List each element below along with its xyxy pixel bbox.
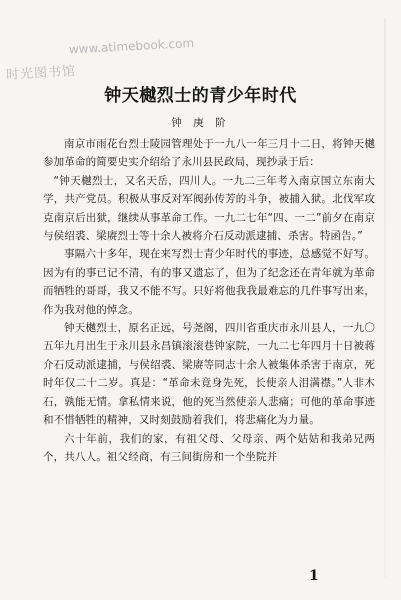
article-title: 钟天樾烈士的青少年时代 (104, 86, 297, 106)
paragraph: 六十年前，我们的家，有祖父母、父母亲、两个姑姑和我弟兄两个，共八人。祖父经商，有三间街房和一个坐院并 (43, 432, 375, 463)
paragraph: 钟天樾烈士，原名正远，号尧阁，四川省重庆市永川县人，一九〇五年九月出生于永川县永昌镇滚滚巷钟家院，一九二七年四月十日被蒋介石反动派逮捕，与侯绍裘、梁赓等同志十余人被集体杀害于南京，死时年仅二十二岁。真是：“革命未竟身先死，长使亲人泪满襟。”人非木石，孰能无情。拿私情来说，他的死当然使亲人悲痛；可他的革命事迹和不惜牺牲的精神，又时刻鼓励着我们，将悲痛化为力量。 (43, 322, 375, 427)
paragraph: 南京市雨花台烈士陵园管理处于一九八一年三月十二日，将钟天樾参加革命的简要史实介绍给了永川县民政局，现抄录于后： (43, 138, 375, 169)
watermark-text: 时光图书馆 (5, 64, 77, 83)
article-body (43, 135, 375, 466)
paragraph: 事隔六十多年，现在来写烈士青少年时代的事迹，总感觉不好写。因为有的事已记不清，有的事又遗忘了，但为了纪念还在青年就为革命而牺牲的哥哥，我又不能不写。只好将他我我最难忘的几件事写出来，作为我对他的悼念。 (43, 248, 375, 316)
watermark (5, 35, 195, 83)
paragraph-quote: “钟天樾烈士，又名天岳，四川人。一九二三年考入南京国立东南大学，共产党员。积极从事反对军阀孙传芳的斗争，被捕入狱。北伐军攻克南京后出狱，继续从事革命工作。一九二七年“四、一二”前夕在南京与侯绍裘、梁赓烈士等十余人被将介石反动派逮捕、杀害。特函告。” (43, 174, 375, 243)
page-number: 1 (309, 568, 319, 584)
watermark-url: www.atimebook.com (68, 35, 195, 57)
article-author: 钟 庚 阶 (171, 117, 230, 129)
